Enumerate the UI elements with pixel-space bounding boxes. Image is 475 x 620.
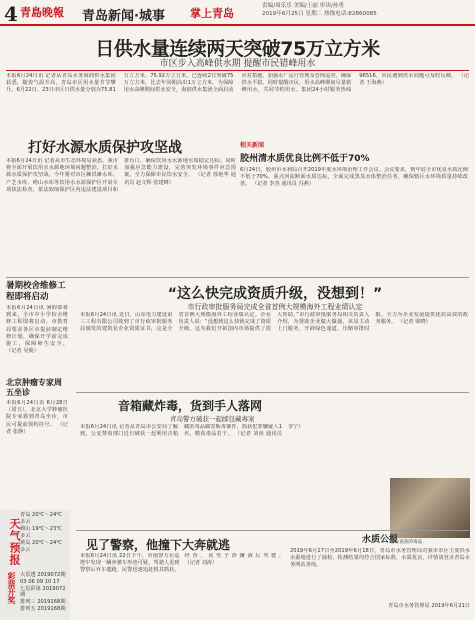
story3 [6,281,68,375]
weather-list [20,512,68,554]
section-divider [6,277,469,278]
story5-title: 音箱藏炸毒，货到手人落网 [118,399,263,413]
feature-divider [76,392,469,393]
brief-right [240,140,468,274]
page-number: 4 [4,2,18,26]
weather-temp: 19℃～23℃ [32,526,63,532]
photo-caption: 警方查获的毒品 [390,540,423,545]
weather-cond: 多云 [20,519,31,525]
lottery-line: 大乐透 2019072期 [20,572,66,578]
feature-subhead: 市行政审批服务局完成全省首例大规模海外工程业绩认定 [187,303,363,311]
story4-body [6,400,68,510]
story4 [6,378,68,510]
lead-body [6,73,469,133]
story3-body-text: 本报6月24日讯 暑假即将到来，全市中小学校舍维修工程即将启动。市教育局要求各区市提前制定维修计划，确保开学前完成施工，保障师生安全。 [6,305,68,348]
weather-title: 天气预报 [8,518,21,566]
feature-body [80,312,468,386]
story2-body [6,158,236,268]
story2-editor: （记者 徐艳华 通讯员 赵文辉 张建峰） [124,172,236,186]
brief-tag: 相关新闻 [240,142,265,149]
weather-row [20,512,68,526]
lead-headline: 日供水量连续两天突破75万立方米 [95,38,380,60]
news-photo [390,478,470,538]
story7-sign: 青岛市水务管理局 2019年6月21日 [388,603,470,609]
lead-editor: （记者 王海燕） [359,73,469,87]
feature-title: “这么快完成资质升级，没想到！” [167,286,383,302]
lottery-line: 03 06 09 10 17 [20,578,60,585]
story5-body [80,424,386,524]
meta-line1: 责编/周乐乐 美编/王丽 审读/孙勇 [262,3,344,9]
lead-body-text: 本报6月24日讯 记者从青岛水务海润供水集团获悉，随着气温升高，青岛市区用水量节节攀升。6月22日、23日市区日供水量分别为75.81万立方米、75.92万立方米，已连续2日突破75万立方米，比去年同期高出1万立方米。为保障用水高峰期间供水安全，海润供水集团全面启动应对措施，加强水厂运行管理及管网巡查，确保供水平稳。同时提醒市民，用水高峰期间尽量错峰用水，共同节约用水。集团24小时服务热线96516，市民遇到供水问题可及时反映。 [6,73,457,94]
story6-editor: （记者 刘涛） [184,560,218,567]
brief-body [240,167,468,267]
brief-title: 胶州清水质优良比例不低于70% [240,154,370,164]
story3-body [6,305,68,375]
feature-body-text: 本报6月24日讯 近日，山东电力建设第三工程有限公司收到了市行政审批服务局颁发的建筑业企业资质证书，这是全省首例大规模海外工程业绩认定。企业负责人说：“没想到这么快就完成了资质升级，这为我们开拓国内市场提供了很大帮助。”市行政审批服务局相关负责人介绍，为帮助企业做大做强，该局主动上门服务，开辟绿色通道，压缩审批时限，全力为企业发展提供优质高效的政务服务。 [80,312,468,333]
weather-place: 青岛 [20,512,31,518]
story4-editor: （记者 张静） [6,421,68,435]
weather-row [20,540,68,554]
story4-body-text: 本报6月24日讯 6月28日（周五），北京大学肿瘤医院专家将到青岛坐诊，市民可提前预约挂号。 [6,400,68,428]
story2-title: 打好水源水质保护攻坚战 [28,140,182,156]
story6-body [80,553,284,617]
lead-subhead: 市区步入高峰供水期 提醒市民错峰用水 [159,59,316,69]
story3-title: 暑期校舍维修工程即将启动 [6,281,66,302]
weather-cond: 多云 [20,533,31,539]
story7-body-text: 2019年6月17日至2019年6月18日，青岛市水务管理局对我市市区主要供水水源地进行了抽检，检测结果均符合国家标准，水质优良，详情请登录青岛水务网站查询。 [290,548,470,569]
meta-line2: 2019年6月25日 星期二 热线电话:82860085 [262,11,377,17]
weather-temp: 20℃～24℃ [32,540,63,546]
story4-title: 北京肿瘤专家周五坐诊 [6,378,62,397]
story5-body-text: 本报6月24日讯 记者从青岛市公安局了解到，公安禁毒部门近日破获一起利用音箱藏匿毒品邮寄贩毒案件，抓获犯罪嫌疑人1名，缴获毒品若干。 [80,424,282,438]
story3-editor: （记者 吴俊） [6,348,39,355]
weather-place: 黄岛 [20,540,31,546]
brief-editor: （记者 李杰 通讯员 冯燕） [252,181,315,188]
story2-body-text: 本报6月24日讯 记者从市生态环境局获悉，我市将全面开展饮用水水源地环境问题整治，打好水源水质保护攻坚战。今年将对市区棘洪滩水库、产芝水库、崂山水库等饮用水水源保护区开展专项执法检查，依法取缔保护区内违法建设项目和排污口，确保饮用水水源地水质稳定达标。同时加强应急能力建设，完善突发环境事件应急预案，全力保障市民饮水安全。 [6,158,236,193]
lottery-line: 七星彩第 2019072期 [20,585,66,599]
lottery-line: 排列五 2019168期 [20,605,66,612]
story6-body-text: 本报6月24日讯 22日下午，市南警方在巡逻中发现一辆奔驰车形迹可疑，驾驶人见到警察后弃车逃跑，民警迅速追赶将其抓获。经查，该男子涉嫌酒后驾驶。 [80,553,284,574]
feature-editor: （记者 梁晓） [397,319,431,326]
lottery-line: 排列三 2019168期 [20,599,66,606]
paper-name: 青島晚報 [20,6,64,19]
weather-cond: 多云 [20,547,31,553]
weather-temp: 20℃～24℃ [32,512,63,518]
story6-title: 见了警察，他撞下大奔就逃 [86,538,231,552]
story7-body [290,548,470,602]
lead-rule [6,70,469,71]
story7-title: 水质公报 [361,535,398,545]
brief-body-text: 6月24日，胶州市水利局召开2019年度水环境治理工作会议。会议要求，到年底全市优良水质比例不低于70%，重点河流断面水质达标，全面完成黑臭水体整治任务，确保辖区水环境质量持续改善。 [240,167,468,188]
bottom-divider [76,530,469,531]
app-logo: 掌上青岛 [190,7,234,20]
story7 [290,532,470,618]
section-title: 青岛新闻·城事 [82,9,165,24]
weather-place: 崂山 [20,526,31,532]
story5-editor: （记者 刘涛 通讯员 李宁） [234,424,304,438]
lottery-list [20,572,68,613]
lottery-title: 彩票开奖 [7,572,16,604]
weather-row [20,526,68,540]
editor-meta [262,2,472,18]
story5-subhead: 青岛警方破获一起邮包藏毒案 [170,415,255,423]
